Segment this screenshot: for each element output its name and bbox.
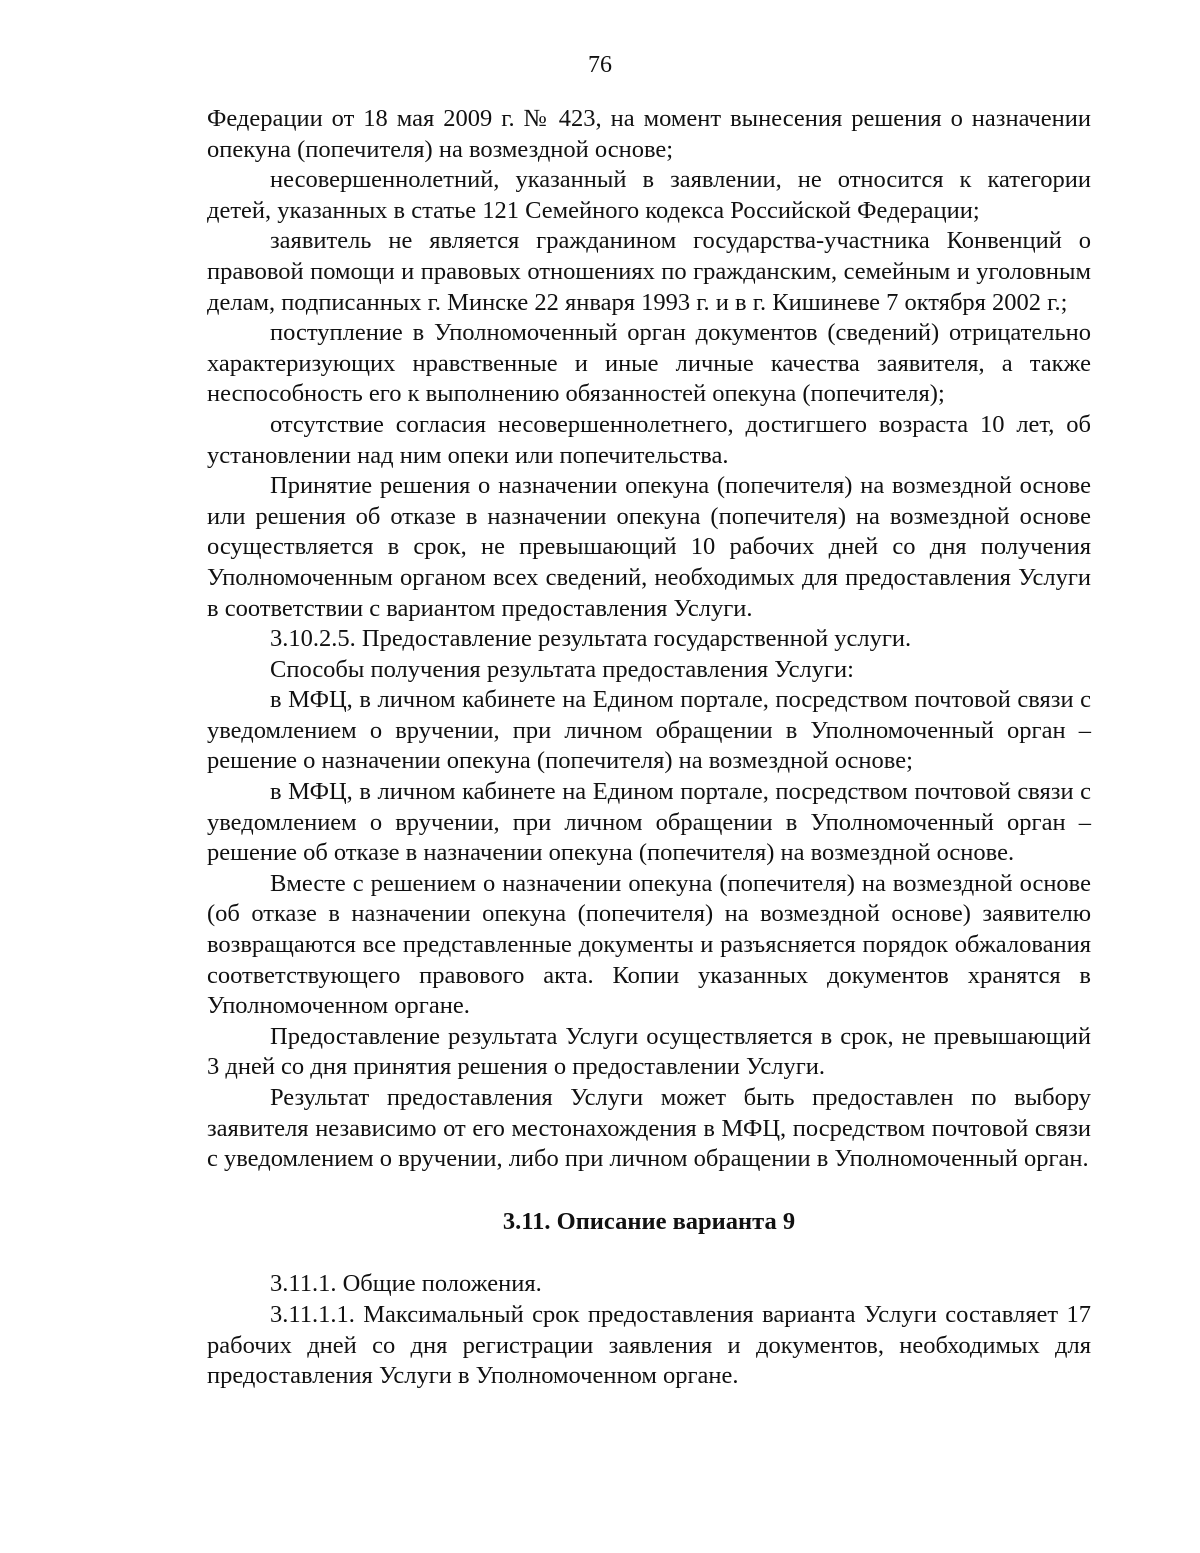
paragraph: в МФЦ, в личном кабинете на Едином портале, посредством почтовой связи с уведомлением о вручении, при личном обращении в Уполномоченный орган – решение о назначении опекуна (попечителя) на возмездной основе; (207, 686, 1091, 775)
paragraph: несовершеннолетний, указанный в заявлении, не относится к категории детей, указанных в статье 121 Семейного кодекса Российской Федерации; (207, 166, 1091, 224)
paragraph: поступление в Уполномоченный орган документов (сведений) отрицательно характеризующих нравственные и иные личные качества заявителя, а также неспособность его к выполнению обязанностей опекуна (попечителя); (207, 319, 1091, 408)
paragraph: Результат предоставления Услуги может быть предоставлен по выбору заявителя независимо от его местонахождения в МФЦ, посредством почтовой связи с уведомлением о вручении, либо при личном обращении в Уполномоченный орган. (207, 1084, 1091, 1173)
paragraph: в МФЦ, в личном кабинете на Едином портале, посредством почтовой связи с уведомлением о вручении, при личном обращении в Уполномоченный орган – решение об отказе в назначении опекуна (попечителя) на возмездной основе. (207, 778, 1091, 867)
section-heading: 3.11. Описание варианта 9 (502, 1207, 796, 1235)
document-body (207, 104, 1091, 1392)
paragraph: 3.11.1.1. Максимальный срок предоставления варианта Услуги составляет 17 рабочих дней со дня регистрации заявления и документов, необходимых для предоставления Услуги в Уполномоченном органе. (207, 1300, 1091, 1390)
paragraph: 3.10.2.5. Предоставление результата государственной услуги. (270, 625, 912, 653)
page-number: 76 (588, 52, 612, 78)
paragraphs-after-heading (207, 1269, 1091, 1391)
paragraph: Принятие решения о назначении опекуна (попечителя) на возмездной основе или решения об отказе в назначении опекуна (попечителя) на возмездной основе осуществляется в срок, не превышающий 10 рабочих дней со дня получения Уполномоченным органом всех сведений, необходимых для предоставления Услуги в соответствии с вариантом предоставления Услуги. (207, 472, 1091, 622)
paragraph: Федерации от 18 мая 2009 г. № 423, на момент вынесения решения о назначении опекуна (попечителя) на возмездной основе; (207, 105, 1091, 163)
paragraph: 3.11.1. Общие положения. (270, 1270, 542, 1298)
paragraphs-before-heading (207, 104, 1091, 1175)
paragraph: заявитель не является гражданином государства-участника Конвенций о правовой помощи и правовых отношениях по гражданским, семейным и уголовным делам, подписанных г. Минске 22 января 1993 г. и в г. Кишиневе 7 октября 2002 г.; (207, 227, 1091, 316)
paragraph: Вместе с решением о назначении опекуна (попечителя) на возмездной основе (об отказе в назначении опекуна (попечителя) на возмездной основе) заявителю возвращаются все представленные документы и разъясняется порядок обжалования соответствующего правового акта. Копии указанных документов хранятся в Уполномоченном органе. (207, 869, 1091, 1020)
paragraph: Способы получения результата предоставления Услуги: (270, 655, 854, 683)
paragraph: Предоставление результата Услуги осуществляется в срок, не превышающий 3 дней со дня принятия решения о предоставлении Услуги. (207, 1022, 1091, 1081)
paragraph: отсутствие согласия несовершеннолетнего, достигшего возраста 10 лет, об установлении над ним опеки или попечительства. (207, 410, 1091, 469)
